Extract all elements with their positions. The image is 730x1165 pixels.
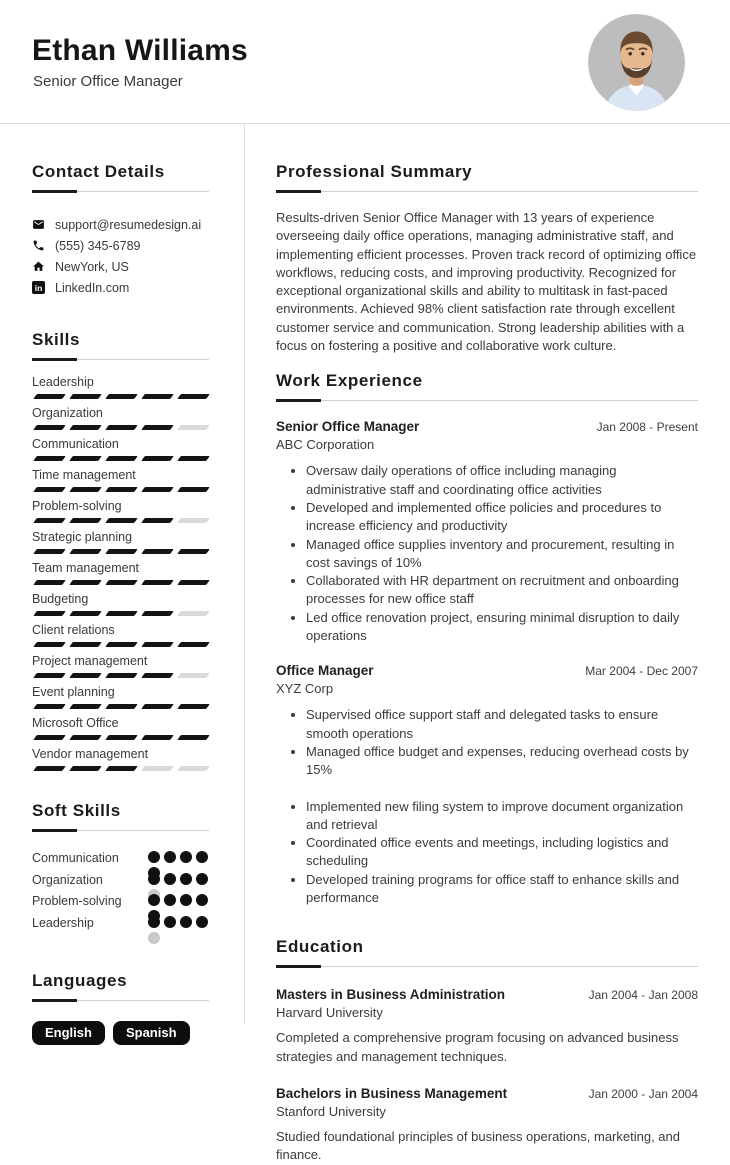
phone-icon bbox=[32, 239, 45, 252]
contact-item bbox=[32, 235, 209, 256]
rating-dot bbox=[148, 894, 160, 906]
main-column bbox=[245, 124, 730, 1163]
skill-bar-segment bbox=[69, 580, 102, 585]
school-name: Harvard University bbox=[276, 1005, 383, 1021]
skill-label: Team management bbox=[32, 561, 140, 575]
school-name: Stanford University bbox=[276, 1103, 386, 1119]
skill-bar-segment bbox=[105, 580, 138, 585]
skill-bar-segment bbox=[33, 425, 66, 430]
job-entry bbox=[276, 663, 698, 907]
skill-bar-segment bbox=[33, 611, 66, 616]
skill-bar-segment bbox=[141, 456, 174, 461]
education-heading: Education bbox=[276, 937, 698, 967]
skill-bar-segment bbox=[177, 673, 210, 678]
soft-skill-item bbox=[32, 894, 209, 916]
skill-label: Problem-solving bbox=[32, 499, 122, 513]
skill-bar-segment bbox=[177, 704, 210, 709]
skill-item bbox=[32, 685, 209, 709]
skill-bar-segment bbox=[105, 611, 138, 616]
person-job-title: Senior Office Manager bbox=[33, 73, 183, 90]
language-pill[interactable]: Spanish bbox=[113, 1021, 190, 1045]
skill-bar-segment bbox=[177, 425, 210, 430]
soft-skill-dots bbox=[148, 894, 209, 906]
skill-bar-segment bbox=[33, 704, 66, 709]
skill-label: Communication bbox=[32, 437, 119, 451]
skill-bar-segment bbox=[141, 766, 174, 771]
rating-dot bbox=[180, 851, 192, 863]
skill-bar-segment bbox=[141, 704, 174, 709]
skills-heading: Skills bbox=[32, 330, 209, 360]
bullet-spacer bbox=[306, 780, 698, 798]
soft-skills-heading: Soft Skills bbox=[32, 801, 209, 831]
rating-dot bbox=[148, 873, 160, 885]
skill-bar-segment bbox=[105, 673, 138, 678]
soft-skill-label: Leadership bbox=[32, 915, 94, 930]
skill-item bbox=[32, 406, 209, 430]
skill-bar-segment bbox=[69, 766, 102, 771]
skill-bar-segment bbox=[33, 487, 66, 492]
summary-heading: Professional Summary bbox=[276, 162, 698, 192]
skill-bar-segment bbox=[177, 518, 210, 523]
jobs-list bbox=[276, 419, 698, 907]
skill-bar-segment bbox=[69, 487, 102, 492]
skill-bar-segment bbox=[177, 456, 210, 461]
education-description: Studied foundational principles of business operations, marketing, and finance. bbox=[276, 1128, 680, 1163]
education-list bbox=[276, 987, 698, 1164]
skill-rating-bar bbox=[32, 549, 209, 554]
contact-item-text: support@resumedesign.ai bbox=[55, 217, 202, 232]
avatar-illustration bbox=[588, 14, 685, 111]
skill-bar-segment bbox=[105, 704, 138, 709]
skill-rating-bar bbox=[32, 394, 209, 399]
soft-skill-item bbox=[32, 916, 209, 938]
skill-item bbox=[32, 530, 209, 554]
skill-bar-segment bbox=[33, 549, 66, 554]
job-bullet: • Implemented new filing system to improve document organization and retrieval bbox=[306, 798, 698, 835]
rating-dot bbox=[196, 916, 208, 928]
job-bullet: • Managed office budget and expenses, reducing overhead costs by 15% bbox=[306, 743, 698, 780]
rating-dot bbox=[164, 894, 176, 906]
skill-bar-segment bbox=[141, 518, 174, 523]
rating-dot bbox=[164, 916, 176, 928]
skill-bar-segment bbox=[105, 766, 138, 771]
skill-label: Vendor management bbox=[32, 747, 149, 761]
skill-rating-bar bbox=[32, 704, 209, 709]
job-bullet: • Oversaw daily operations of office including managing administrative staff and coordinating office activities bbox=[306, 462, 698, 499]
skill-rating-bar bbox=[32, 673, 209, 678]
profile-photo bbox=[588, 14, 685, 111]
job-title: Senior Office Manager bbox=[276, 419, 420, 435]
skill-bar-segment bbox=[141, 642, 174, 647]
person-name: Ethan Williams bbox=[32, 34, 248, 67]
rating-dot bbox=[148, 916, 160, 928]
skill-bar-segment bbox=[69, 394, 102, 399]
skill-bar-segment bbox=[69, 704, 102, 709]
skill-bar-segment bbox=[105, 735, 138, 740]
summary-section bbox=[276, 162, 698, 355]
skill-bar-segment bbox=[33, 673, 66, 678]
work-experience-section bbox=[276, 371, 698, 907]
soft-skill-label: Problem-solving bbox=[32, 894, 122, 908]
skill-bar-segment bbox=[177, 580, 210, 585]
job-bullet: • Coordinated office events and meetings, including logistics and scheduling bbox=[306, 834, 698, 871]
contact-item-text: LinkedIn.com bbox=[55, 280, 130, 295]
skill-item bbox=[32, 375, 209, 399]
skill-item bbox=[32, 747, 209, 771]
skill-bar-segment bbox=[33, 642, 66, 647]
job-company: ABC Corporation bbox=[276, 437, 375, 453]
skill-bar-segment bbox=[33, 456, 66, 461]
education-dates: Jan 2004 - Jan 2008 bbox=[588, 988, 698, 1003]
skill-rating-bar bbox=[32, 487, 209, 492]
degree-title: Bachelors in Business Management bbox=[276, 1085, 508, 1101]
skill-item bbox=[32, 437, 209, 461]
skill-rating-bar bbox=[32, 642, 209, 647]
skill-item bbox=[32, 654, 209, 678]
job-bullets bbox=[276, 706, 698, 907]
job-dates: Jan 2008 - Present bbox=[596, 420, 698, 435]
job-bullet: • Collaborated with HR department on recruitment and onboarding processes for new office staff bbox=[306, 572, 698, 609]
job-bullet: • Supervised office support staff and delegated tasks to ensure smooth operations bbox=[306, 706, 698, 743]
skill-item bbox=[32, 499, 209, 523]
skill-bar-segment bbox=[141, 425, 174, 430]
skill-bar-segment bbox=[33, 394, 66, 399]
soft-skill-dots bbox=[148, 851, 209, 863]
soft-skill-item bbox=[32, 851, 209, 873]
contact-item bbox=[32, 214, 209, 235]
skill-item bbox=[32, 592, 209, 616]
job-bullets bbox=[276, 462, 698, 645]
contact-heading: Contact Details bbox=[32, 162, 209, 192]
skill-bar-segment bbox=[141, 549, 174, 554]
skill-rating-bar bbox=[32, 735, 209, 740]
rating-dot bbox=[196, 894, 208, 906]
education-description: Completed a comprehensive program focusing on advanced business strategies and management techniques. bbox=[276, 1030, 679, 1064]
rating-dot bbox=[180, 873, 192, 885]
soft-skill-item bbox=[32, 873, 209, 895]
soft-skills-list bbox=[32, 851, 209, 937]
skill-bar-segment bbox=[141, 735, 174, 740]
sidebar bbox=[0, 124, 245, 1040]
email-icon bbox=[32, 218, 45, 231]
job-bullet: • Developed and implemented office policies and procedures to increase efficiency and productivity bbox=[306, 499, 698, 536]
job-header bbox=[276, 419, 698, 434]
rating-dot bbox=[196, 851, 208, 863]
job-bullet: • Led office renovation project, ensuring minimal disruption to daily operations bbox=[306, 609, 698, 646]
summary-text: Results-driven Senior Office Manager with 13 years of experience overseeing daily office operations, managing administrative staff, and implementing efficient processes. Proven track record of optimizing office workflows, reducing costs, and improving productivity. Recognized for exceptional organizational skills and ability to multitask in fast-paced environments. Achieved 98% client satisfaction rate through excellent customer service and communication. Strong leadership abilities with a focus on fostering a positive and collaborative work culture. bbox=[276, 210, 697, 354]
skill-item bbox=[32, 468, 209, 492]
skill-bar-segment bbox=[105, 518, 138, 523]
skill-bar-segment bbox=[33, 735, 66, 740]
home-icon bbox=[32, 260, 45, 273]
skill-label: Leadership bbox=[32, 375, 94, 389]
skill-bar-segment bbox=[105, 425, 138, 430]
skill-bar-segment bbox=[177, 766, 210, 771]
education-section bbox=[276, 937, 698, 1164]
soft-skills-section bbox=[32, 801, 209, 937]
skill-bar-segment bbox=[177, 642, 210, 647]
job-entry bbox=[276, 419, 698, 645]
skill-item bbox=[32, 716, 209, 740]
skill-bar-segment bbox=[33, 766, 66, 771]
rating-dot bbox=[196, 873, 208, 885]
skill-bar-segment bbox=[69, 673, 102, 678]
contact-item-text: NewYork, US bbox=[55, 259, 129, 274]
education-entry bbox=[276, 987, 698, 1066]
education-dates: Jan 2000 - Jan 2004 bbox=[588, 1086, 698, 1101]
skill-bar-segment bbox=[33, 518, 66, 523]
skill-label: Strategic planning bbox=[32, 530, 133, 544]
language-pill[interactable]: English bbox=[32, 1021, 105, 1045]
contact-list bbox=[32, 214, 209, 298]
skill-label: Time management bbox=[32, 468, 136, 482]
job-dates: Mar 2004 - Dec 2007 bbox=[585, 664, 698, 679]
rating-dot bbox=[148, 932, 160, 944]
skill-bar-segment bbox=[69, 456, 102, 461]
skills-list bbox=[32, 375, 209, 771]
skill-bar-segment bbox=[69, 518, 102, 523]
contact-section bbox=[32, 162, 209, 298]
skill-item bbox=[32, 561, 209, 585]
skill-bar-segment bbox=[177, 549, 210, 554]
skill-label: Project management bbox=[32, 654, 148, 668]
soft-skill-label: Organization bbox=[32, 872, 103, 887]
skill-bar-segment bbox=[69, 611, 102, 616]
languages-section bbox=[32, 971, 209, 1045]
skill-bar-segment bbox=[141, 611, 174, 616]
skill-label: Budgeting bbox=[32, 592, 89, 606]
skill-bar-segment bbox=[105, 394, 138, 399]
skill-rating-bar bbox=[32, 518, 209, 523]
rating-dot bbox=[180, 916, 192, 928]
skill-label: Event planning bbox=[32, 685, 115, 699]
skill-bar-segment bbox=[105, 487, 138, 492]
resume-header bbox=[0, 0, 730, 123]
languages-list bbox=[32, 1021, 209, 1045]
skill-bar-segment bbox=[69, 549, 102, 554]
rating-dot bbox=[180, 894, 192, 906]
skill-bar-segment bbox=[69, 425, 102, 430]
job-bullet: • Developed training programs for office staff to enhance skills and performance bbox=[306, 871, 698, 908]
skill-bar-segment bbox=[177, 735, 210, 740]
skill-rating-bar bbox=[32, 766, 209, 771]
rating-dot bbox=[148, 851, 160, 863]
skill-rating-bar bbox=[32, 611, 209, 616]
skill-rating-bar bbox=[32, 456, 209, 461]
job-header bbox=[276, 663, 698, 678]
skill-bar-segment bbox=[105, 642, 138, 647]
education-header bbox=[276, 987, 698, 1002]
soft-skill-dots bbox=[148, 916, 209, 928]
skill-label: Microsoft Office bbox=[32, 716, 119, 730]
skill-rating-bar bbox=[32, 580, 209, 585]
skill-bar-segment bbox=[105, 549, 138, 554]
skill-bar-segment bbox=[33, 580, 66, 585]
skill-bar-segment bbox=[105, 456, 138, 461]
soft-skill-dots bbox=[148, 873, 209, 885]
education-header bbox=[276, 1086, 698, 1101]
skill-bar-segment bbox=[141, 487, 174, 492]
linkedin-icon: in bbox=[32, 281, 45, 294]
contact-item-text: (555) 345-6789 bbox=[55, 238, 141, 253]
skill-bar-segment bbox=[69, 735, 102, 740]
contact-item bbox=[32, 256, 209, 277]
skill-bar-segment bbox=[141, 394, 174, 399]
job-company: XYZ Corp bbox=[276, 681, 334, 697]
skill-bar-segment bbox=[177, 611, 210, 616]
work-experience-heading: Work Experience bbox=[276, 371, 698, 401]
education-entry bbox=[276, 1086, 698, 1165]
job-title: Office Manager bbox=[276, 663, 374, 679]
soft-skill-label: Communication bbox=[32, 851, 119, 865]
job-bullet: • Managed office supplies inventory and procurement, resulting in cost savings of 10% bbox=[306, 536, 698, 573]
skill-bar-segment bbox=[69, 642, 102, 647]
skill-label: Organization bbox=[32, 406, 103, 420]
skill-item bbox=[32, 623, 209, 647]
skills-section bbox=[32, 330, 209, 771]
skill-label: Client relations bbox=[32, 623, 115, 637]
rating-dot bbox=[164, 851, 176, 863]
skill-rating-bar bbox=[32, 425, 209, 430]
languages-heading: Languages bbox=[32, 971, 209, 1001]
skill-bar-segment bbox=[141, 580, 174, 585]
skill-bar-segment bbox=[177, 394, 210, 399]
degree-title: Masters in Business Administration bbox=[276, 987, 506, 1003]
rating-dot bbox=[164, 873, 176, 885]
skill-bar-segment bbox=[177, 487, 210, 492]
skill-bar-segment bbox=[141, 673, 174, 678]
contact-item bbox=[32, 277, 209, 298]
